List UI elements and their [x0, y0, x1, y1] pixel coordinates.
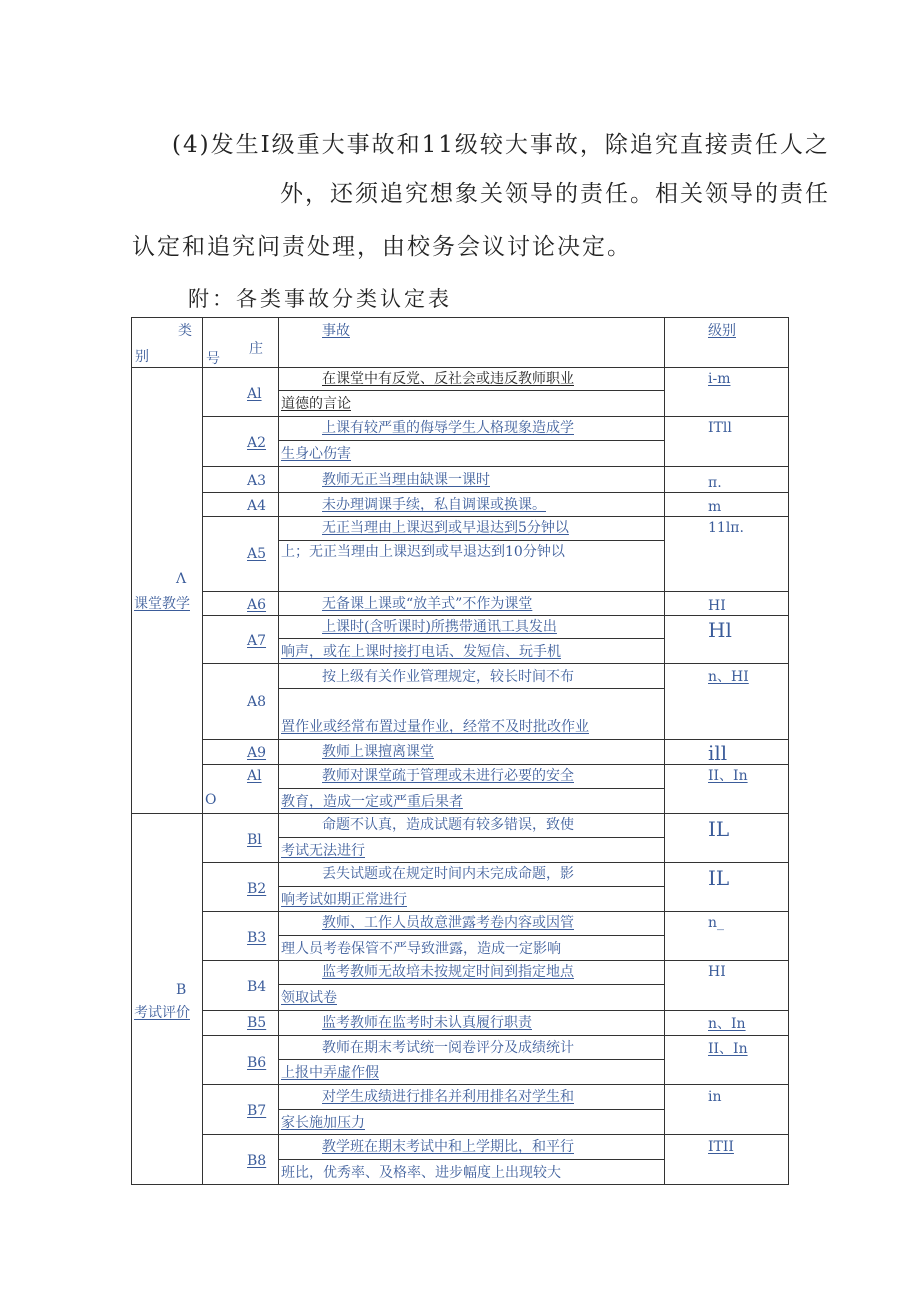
row-a5-text-2: 上；无正当理由上课迟到或早退达到10分钟以 — [281, 544, 565, 560]
row-b6-code: B6 — [247, 1055, 267, 1071]
row-a2-level: ITll — [708, 420, 732, 436]
row-b1-level: IL — [708, 817, 730, 841]
row-a7-code: A7 — [247, 633, 267, 649]
row-b2-text-2: 响考试如期正常进行 — [281, 892, 407, 908]
table-caption: 附：各类事故分类认定表 — [188, 287, 452, 311]
row-a8-text-1: 按上级有关作业管理规定，较长时间不布 — [322, 669, 574, 685]
row-a10-level: II、In — [708, 768, 748, 784]
row-b5-text: 监考教师在监考时未认真履行职责 — [322, 1015, 532, 1031]
row-a1-code: Al — [247, 386, 262, 402]
row-a7-text-2: 响声，或在上课时接打电话、发短信、玩手机 — [281, 644, 561, 660]
header-number-xu: 庄 — [249, 341, 263, 357]
row-a4-code: A4 — [247, 498, 267, 514]
paragraph-line-3: 认定和追究问责处理，由校务会议讨论决定。 — [132, 234, 632, 260]
row-a4-level: m — [708, 499, 722, 515]
header-number-hao: 号 — [206, 351, 220, 367]
row-a10-code-suffix: O — [205, 792, 217, 808]
row-b8-code: B8 — [247, 1153, 267, 1169]
row-b8-text-2: 班比，优秀率、及格率、进步幅度上出现较大 — [281, 1165, 561, 1181]
header-level: 级别 — [708, 323, 736, 339]
row-b3-code: B3 — [247, 930, 267, 946]
row-b8-level: ITII — [708, 1139, 734, 1155]
row-a6-code: A6 — [247, 597, 267, 613]
row-a3-level: π. — [708, 475, 722, 491]
row-b6-text-1: 教师在期末考试统一阅卷评分及成绩统计 — [322, 1040, 574, 1056]
row-a1-level: i-m — [708, 371, 731, 387]
row-b6-text-2: 上报中弄虚作假 — [281, 1065, 379, 1081]
row-a7-text-1: 上课时(含听课时)所携带通讯工具发出 — [322, 619, 557, 635]
row-a5-code: A5 — [247, 546, 267, 562]
row-a5-text-1: 无正当理由上课迟到或早退达到5分钟以 — [322, 520, 569, 536]
row-a5-level: 11lπ. — [708, 520, 744, 536]
category-b-letter: B — [176, 982, 187, 998]
row-b4-level: HI — [708, 964, 726, 980]
row-b7-text-1: 对学生成绩进行排名并利用排名对学生和 — [322, 1089, 574, 1105]
row-a2-code: A2 — [247, 435, 267, 451]
row-a9-code: A9 — [247, 745, 267, 761]
row-a8-text-2: 置作业或经常布置过量作业，经常不及时批改作业 — [281, 719, 589, 735]
row-b5-code: B5 — [247, 1015, 267, 1031]
paragraph-line-2: 外，还须追究想象关领导的责任。相关领导的责任 — [280, 181, 830, 207]
row-a10-code: Al — [247, 768, 262, 784]
row-b3-text-1: 教师、工作人员故意泄露考卷内容或因管 — [322, 915, 574, 931]
row-a2-text-2: 生身心伤害 — [281, 446, 351, 462]
row-a6-level: HI — [708, 598, 726, 614]
row-b3-level: n_ — [708, 915, 725, 931]
row-a2-text-1: 上课有较严重的侮辱学生人格现象造成学 — [322, 420, 574, 436]
row-b4-code: B4 — [247, 979, 267, 995]
row-b4-text-1: 监考教师无故培未按规定时间到指定地点 — [322, 964, 574, 980]
header-category-lei: 类 — [178, 323, 192, 339]
category-b-name: 考试评价 — [134, 1005, 190, 1021]
row-a10-text-1: 教师对课堂疏于管理或未进行必要的安全 — [322, 768, 574, 784]
row-a10-text-2: 教育，造成一定或严重后果者 — [281, 794, 463, 810]
category-a-name: 课堂教学 — [134, 596, 190, 612]
row-a3-code: A3 — [247, 473, 267, 489]
row-b8-text-1: 教学班在期末考试中和上学期比，和平行 — [322, 1139, 574, 1155]
row-a7-level: Hl — [708, 618, 732, 642]
row-b3-text-2: 理人员考卷保管不严导致泄露，造成一定影响 — [281, 941, 561, 957]
row-b5-level: n、In — [708, 1016, 746, 1032]
row-a3-text: 教师无正当理由缺课一课时 — [322, 472, 490, 488]
row-b1-code: Bl — [247, 832, 262, 848]
row-b7-level: in — [708, 1089, 722, 1105]
row-b4-text-2: 领取试卷 — [281, 990, 337, 1006]
row-b7-code: B7 — [247, 1103, 267, 1119]
category-a-letter: Λ — [176, 571, 187, 587]
row-b2-text-1: 丢失试题或在规定时间内未完成命题，影 — [322, 866, 574, 882]
row-a4-text: 未办理调课手续，私自调课或换课。 — [322, 497, 546, 513]
row-b7-text-2: 家长施加压力 — [281, 1115, 365, 1131]
header-event: 事故 — [322, 323, 350, 339]
row-b1-text-2: 考试无法进行 — [281, 843, 365, 859]
header-category-bie: 别 — [135, 349, 149, 365]
row-a1-text-2: 道德的言论 — [281, 396, 351, 412]
row-b1-text-1: 命题不认真，造成试题有较多错误，致使 — [322, 817, 574, 833]
row-a8-code: A8 — [247, 694, 267, 710]
row-a9-text: 教师上课擅离课堂 — [322, 744, 434, 760]
row-b2-code: B2 — [247, 881, 267, 897]
row-a8-level: n、HI — [708, 669, 749, 685]
row-a1-text-1: 在课堂中有反党、反社会或违反教师职业 — [322, 371, 574, 387]
row-b2-level: IL — [708, 866, 730, 890]
row-b6-level: II、In — [708, 1041, 748, 1057]
row-a9-level: ill — [708, 741, 728, 765]
paragraph-line-1: (4)发生Ⅰ级重大事故和11级较大事故，除追究直接责任人之 — [172, 132, 830, 158]
row-a6-text: 无备课上课或“放羊式”不作为课堂 — [322, 596, 533, 612]
